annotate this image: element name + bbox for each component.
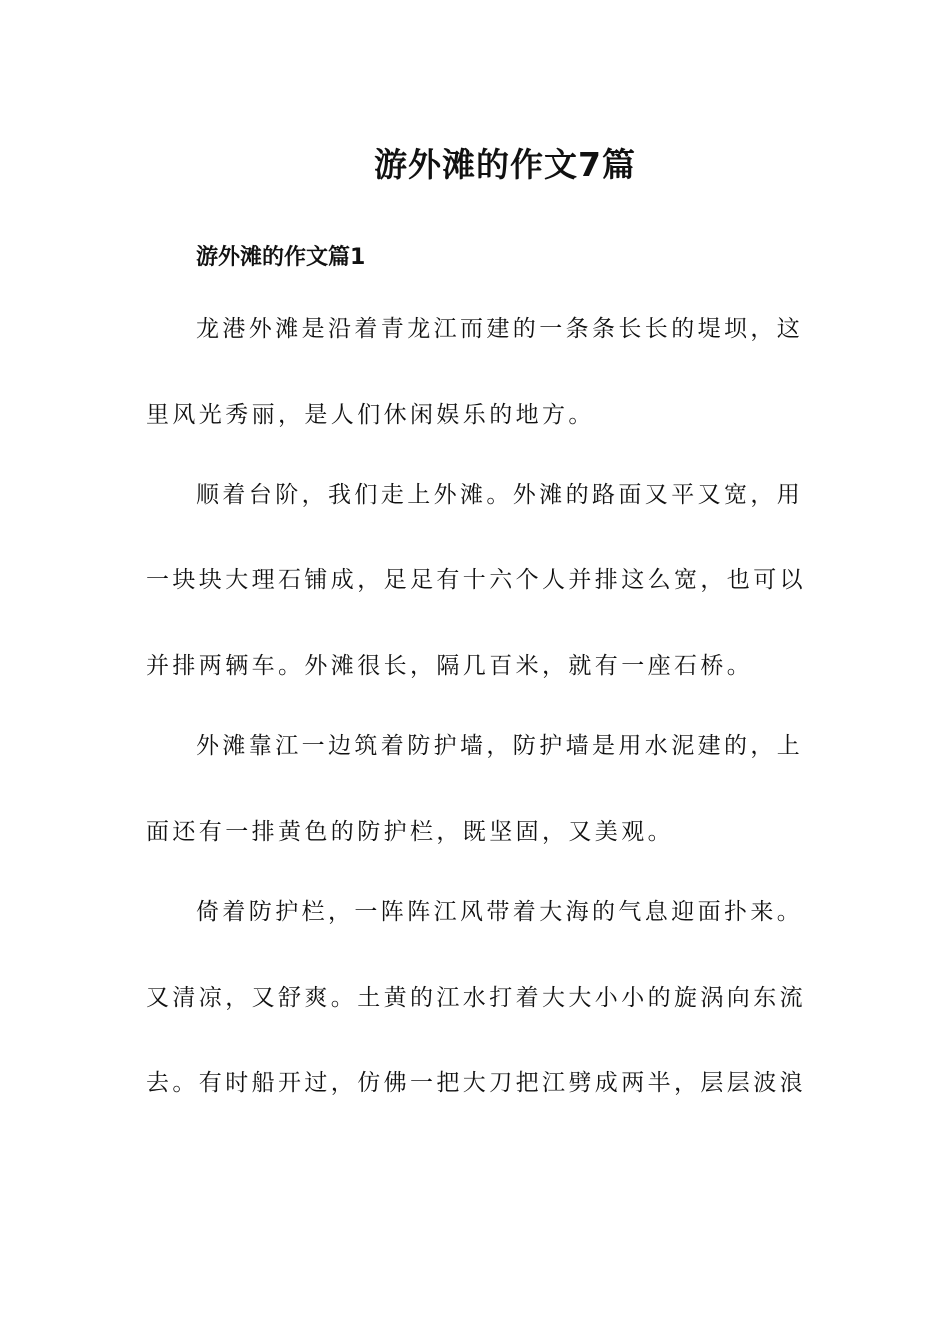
paragraph-line: 倚着防护栏，一阵阵江风带着大海的气息迎面扑来。 (196, 899, 804, 925)
section-heading: 游外滩的作文篇1 (196, 245, 366, 270)
paragraph-line: 去。有时船开过，仿佛一把大刀把江劈成两半，层层波浪 (146, 1070, 806, 1096)
document-title: 游外滩的作文7篇 (374, 145, 636, 184)
paragraph-line: 龙港外滩是沿着青龙江而建的一条条长长的堤坝，这 (196, 316, 804, 342)
paragraph-line: 并排两辆车。外滩很长，隔几百米，就有一座石桥。 (146, 653, 754, 679)
paragraph-line: 外滩靠江一边筑着防护墙，防护墙是用水泥建的，上 (196, 733, 804, 759)
paragraph-line: 又清凉，又舒爽。土黄的江水打着大大小小的旋涡向东流 (146, 985, 806, 1011)
paragraph-line: 里风光秀丽，是人们休闲娱乐的地方。 (146, 402, 595, 428)
paragraph-line: 一块块大理石铺成，足足有十六个人并排这么宽，也可以 (146, 567, 806, 593)
paragraph-line: 面还有一排黄色的防护栏，既坚固，又美观。 (146, 819, 674, 845)
paragraph-line: 顺着台阶，我们走上外滩。外滩的路面又平又宽，用 (196, 482, 804, 508)
